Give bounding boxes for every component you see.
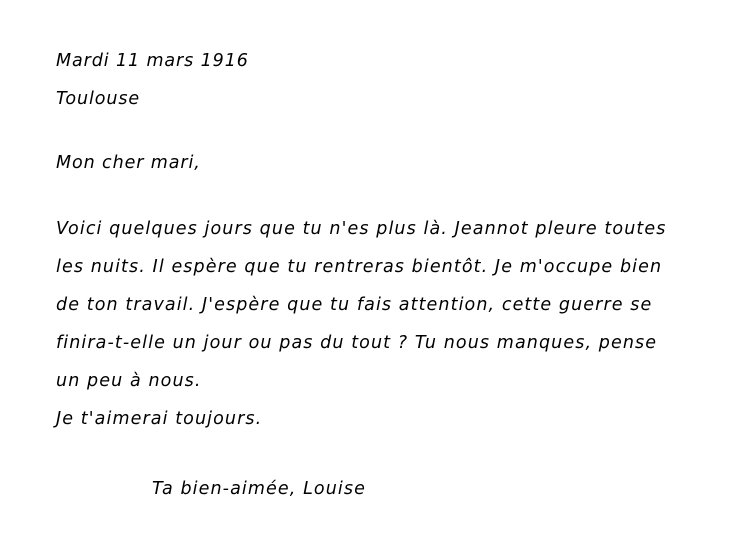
letter-signature: Ta bien-aimée, Louise xyxy=(152,479,366,499)
letter-body-line: les nuits. Il espère que tu rentreras bientôt. Je m'occupe bien xyxy=(56,257,663,277)
letter-body-line: finira-t-elle un jour ou pas du tout ? Tu nous manques, pense xyxy=(56,333,658,353)
letter-salutation: Mon cher mari, xyxy=(56,153,201,173)
letter-body-line: de ton travail. J'espère que tu fais attention, cette guerre se xyxy=(56,295,653,315)
letter-date: Mardi 11 mars 1916 xyxy=(56,51,249,71)
letter-body-line: Voici quelques jours que tu n'es plus là. Jeannot pleure toutes xyxy=(56,219,667,239)
letter-body-line: Je t'aimerai toujours. xyxy=(56,409,263,429)
letter-body xyxy=(56,210,699,438)
letter-salutation-block xyxy=(56,144,699,182)
letter-body-line: un peu à nous. xyxy=(56,371,202,391)
letter-place: Toulouse xyxy=(56,89,141,109)
letter-closing-block xyxy=(56,470,699,508)
letter-header xyxy=(56,42,699,118)
